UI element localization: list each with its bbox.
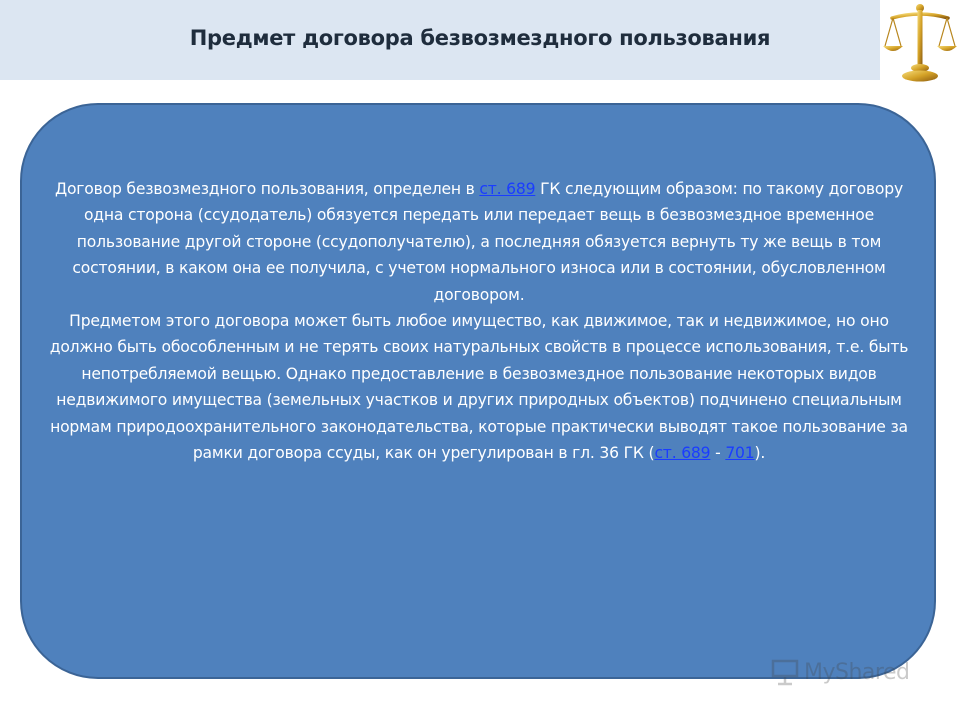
subject-text-end: ). [754, 444, 766, 463]
page-title: Предмет договора безвозмездного пользования [189, 26, 771, 50]
definition-text-end: ГК следующим образом: по такому договору одна сторона (ссудодатель) обязуется передать или передает вещь в безвозмездное временное пользование другой стороне (ссудополучателю), а последняя обязуется вернуть ту же вещь в том состоянии, в каком она ее получила, с учетом нормального износа или в состоянии, обусловленном договором. [72, 180, 903, 304]
paragraph-definition [40, 176, 918, 308]
paragraph-subject [40, 308, 918, 466]
article-689-link[interactable]: ст. 689 [479, 180, 536, 198]
article-689-range-link[interactable]: ст. 689 [654, 444, 711, 463]
range-separator: - [710, 444, 726, 463]
watermark-text: MyShared [804, 659, 910, 685]
article-701-link[interactable]: 701 [725, 444, 755, 463]
subject-text: Предметом этого договора может быть любое имущество, как движимое, так и недвижимое, но оно должно быть обособленным и не терять своих натуральных свойств в процессе использования, т.е. быть непотребляемой вещью. Однако предоставление в безвозмездное пользование некоторых видов недвижимого имущества (земельных участков и других природных объектов) подчинено специальным нормам природоохранительного законодательства, которые практически выводят такое пользование за рамки договора ссуды, как он урегулирован в гл. 36 ГК ( [49, 312, 909, 463]
card-text [40, 176, 918, 466]
projector-icon [770, 657, 800, 687]
watermark [770, 656, 909, 688]
scales-icon [880, 0, 960, 84]
definition-text-start: Договор безвозмездного пользования, определен в [54, 180, 480, 198]
